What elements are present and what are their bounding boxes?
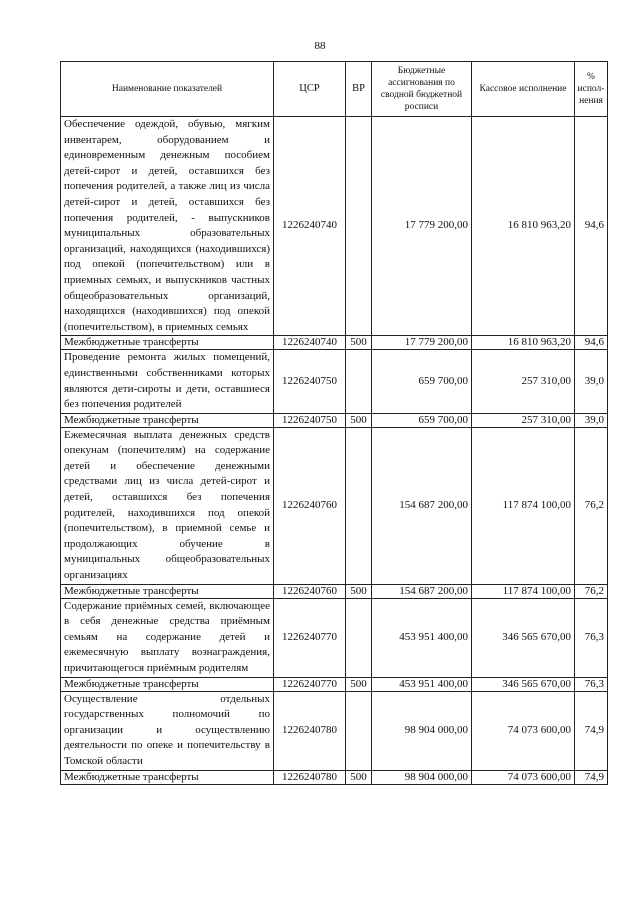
table-row bbox=[61, 584, 608, 598]
row-name: Межбюджетные трансферты bbox=[61, 336, 274, 350]
row-name: Межбюджетные трансферты bbox=[61, 413, 274, 427]
row-budget: 98 904 000,00 bbox=[372, 691, 472, 770]
row-budget: 17 779 200,00 bbox=[372, 336, 472, 350]
row-pct: 76,2 bbox=[575, 584, 608, 598]
page-number: 88 bbox=[314, 40, 326, 52]
table-row bbox=[61, 117, 608, 336]
row-vr bbox=[346, 350, 372, 413]
row-cash: 346 565 670,00 bbox=[472, 598, 575, 677]
row-csr: 1226240750 bbox=[274, 413, 346, 427]
row-vr: 500 bbox=[346, 584, 372, 598]
row-name: Межбюджетные трансферты bbox=[61, 677, 274, 691]
row-csr: 1226240770 bbox=[274, 677, 346, 691]
table-row bbox=[61, 350, 608, 413]
row-budget: 659 700,00 bbox=[372, 350, 472, 413]
row-name: Содержание приёмных семей, включающее в себя денежные средства приёмным семьям на содержание детей и ежемесячную выплату вознаграждения, причитающегося приёмным родителям bbox=[61, 598, 274, 677]
row-csr: 1226240770 bbox=[274, 598, 346, 677]
row-vr bbox=[346, 691, 372, 770]
row-vr bbox=[346, 598, 372, 677]
row-budget: 17 779 200,00 bbox=[372, 117, 472, 336]
row-budget: 154 687 200,00 bbox=[372, 427, 472, 584]
row-name: Межбюджетные трансферты bbox=[61, 770, 274, 784]
row-budget: 154 687 200,00 bbox=[372, 584, 472, 598]
row-cash: 16 810 963,20 bbox=[472, 117, 575, 336]
header-pct: % испол-нения bbox=[575, 62, 608, 117]
table-row bbox=[61, 336, 608, 350]
row-cash: 117 874 100,00 bbox=[472, 584, 575, 598]
table-row bbox=[61, 598, 608, 677]
table-row bbox=[61, 677, 608, 691]
row-pct: 94,6 bbox=[575, 336, 608, 350]
header-name: Наименование показателей bbox=[61, 62, 274, 117]
budget-execution-table bbox=[60, 61, 608, 785]
table-header-row bbox=[61, 62, 608, 117]
row-name: Осуществление отдельных государственных полномочий по организации и осуществлению деятельности по опеке и попечительству в Томской области bbox=[61, 691, 274, 770]
row-csr: 1226240740 bbox=[274, 336, 346, 350]
row-budget: 453 951 400,00 bbox=[372, 598, 472, 677]
header-budget: Бюджетные ассигнования по сводной бюджетной росписи bbox=[372, 62, 472, 117]
row-csr: 1226240780 bbox=[274, 691, 346, 770]
row-csr: 1226240750 bbox=[274, 350, 346, 413]
row-vr: 500 bbox=[346, 413, 372, 427]
row-cash: 257 310,00 bbox=[472, 413, 575, 427]
header-csr: ЦСР bbox=[274, 62, 346, 117]
row-pct: 76,3 bbox=[575, 677, 608, 691]
table-row bbox=[61, 770, 608, 784]
row-pct: 39,0 bbox=[575, 413, 608, 427]
row-cash: 74 073 600,00 bbox=[472, 770, 575, 784]
row-vr bbox=[346, 427, 372, 584]
row-pct: 94,6 bbox=[575, 117, 608, 336]
row-name: Ежемесячная выплата денежных средств опекунам (попечителям) на содержание детей и обеспечение денежными средствами лиц из числа детей-сирот и детей, оставшихся без попечения родителей, находившихся под опекой (попечительством), в приемной семье и продолжающих обучение в муниципальных общеобразовательных организациях bbox=[61, 427, 274, 584]
row-cash: 257 310,00 bbox=[472, 350, 575, 413]
row-vr bbox=[346, 117, 372, 336]
row-pct: 74,9 bbox=[575, 691, 608, 770]
row-name: Межбюджетные трансферты bbox=[61, 584, 274, 598]
row-vr: 500 bbox=[346, 770, 372, 784]
table-row bbox=[61, 413, 608, 427]
row-vr: 500 bbox=[346, 336, 372, 350]
row-vr: 500 bbox=[346, 677, 372, 691]
header-vr: ВР bbox=[346, 62, 372, 117]
header-cash: Кассовое исполнение bbox=[472, 62, 575, 117]
row-pct: 76,2 bbox=[575, 427, 608, 584]
row-budget: 659 700,00 bbox=[372, 413, 472, 427]
row-csr: 1226240760 bbox=[274, 427, 346, 584]
row-csr: 1226240760 bbox=[274, 584, 346, 598]
row-budget: 98 904 000,00 bbox=[372, 770, 472, 784]
row-cash: 346 565 670,00 bbox=[472, 677, 575, 691]
row-cash: 117 874 100,00 bbox=[472, 427, 575, 584]
row-budget: 453 951 400,00 bbox=[372, 677, 472, 691]
row-name: Проведение ремонта жилых помещений, единственными собственниками которых являются дети-сироты и дети, оставшиеся без попечения родителей bbox=[61, 350, 274, 413]
row-cash: 74 073 600,00 bbox=[472, 691, 575, 770]
row-csr: 1226240780 bbox=[274, 770, 346, 784]
row-pct: 39,0 bbox=[575, 350, 608, 413]
row-name: Обеспечение одеждой, обувью, мягким инвентарем, оборудованием и единовременным денежным пособием детей-сирот и детей, оставшихся без попечения родителей, а также лиц из числа детей-сирот и детей, оставшихся без попечения родителей, - выпускников муниципальных образовательных организаций, находящихся (находившихся) под опекой (попечительством) или в приемных семьях, и выпускников частных общеобразовательных организаций, находящихся (находившихся) под опекой (попечительством), в приемных семьях bbox=[61, 117, 274, 336]
row-pct: 74,9 bbox=[575, 770, 608, 784]
table-row bbox=[61, 691, 608, 770]
table-row bbox=[61, 427, 608, 584]
row-pct: 76,3 bbox=[575, 598, 608, 677]
row-csr: 1226240740 bbox=[274, 117, 346, 336]
row-cash: 16 810 963,20 bbox=[472, 336, 575, 350]
